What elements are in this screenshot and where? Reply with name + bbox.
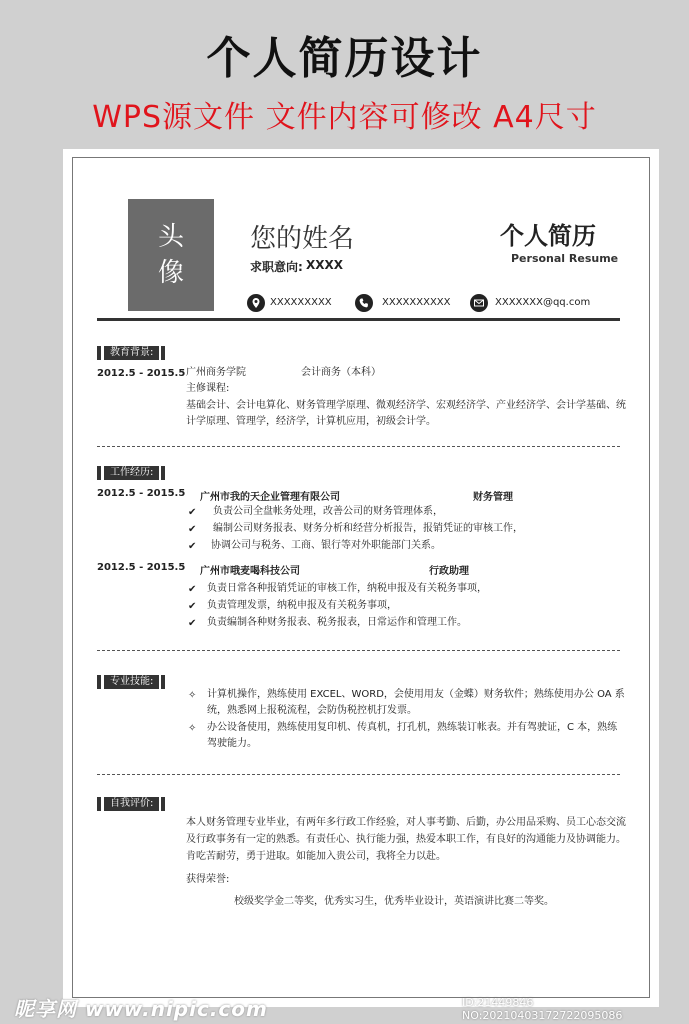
watermark-logo: 昵享网 www.nipic.com (14, 997, 268, 1021)
candidate-name: 您的姓名 (250, 224, 355, 254)
email-icon (470, 294, 488, 312)
section-marker (97, 797, 101, 811)
section-marker (97, 675, 101, 689)
section-marker (97, 346, 101, 360)
email-text: XXXXXXX@qq.com (495, 297, 591, 308)
diamond-bullet-icon: ✧ (188, 690, 197, 701)
courses-line-1: 基础会计、会计电算化、财务管理学原理、微观经济学、宏观经济学、产业经济学、会计学基础、统 (186, 400, 626, 411)
divider-dashed (97, 650, 620, 651)
section-education-header (97, 346, 165, 360)
skill-1-line-2: 统，熟悉网上报税流程，会防伪税控机打发票。 (207, 705, 417, 716)
education-school: 广州商务学院 (186, 367, 246, 378)
section-work-label: 工作经历: (104, 466, 159, 480)
job-1-company: 广州市我的天企业管理有限公司 (200, 492, 340, 503)
section-edge (161, 466, 163, 480)
job-2-duty-1: 负责日常各种报销凭证的审核工作，纳税申报及有关税务事项， (207, 583, 487, 594)
section-work-header (97, 466, 165, 480)
check-icon: ✔ (188, 618, 197, 629)
self-eval-line-2: 及行政事务有一定的熟悉。有责任心、执行能力强，热爱本职工作，有良好的沟通能力及协调能力。 (186, 834, 626, 845)
section-self-header (97, 797, 165, 811)
job-intent-label: 求职意向: (250, 260, 303, 274)
divider-dashed (97, 774, 620, 775)
job-2-date: 2012.5 - 2015.5 (97, 562, 186, 573)
section-marker (97, 466, 101, 480)
job-2-position: 行政助理 (429, 566, 469, 577)
resume-title-en: Personal Resume (511, 252, 619, 265)
phone-text: XXXXXXXXXX (382, 297, 451, 308)
check-icon: ✔ (188, 584, 197, 595)
job-1-position: 财务管理 (473, 492, 513, 503)
education-major: 会计商务（本科） (301, 367, 381, 378)
header-divider (97, 318, 620, 321)
divider-dashed (97, 446, 620, 447)
section-edge (161, 675, 163, 689)
honors-label: 获得荣誉: (186, 874, 230, 885)
education-date: 2012.5 - 2015.5 (97, 368, 186, 379)
skill-2-line-2: 驾驶能力。 (207, 738, 257, 749)
banner-title: 个人简历设计 (206, 33, 483, 84)
location-icon (247, 294, 265, 312)
resume-title-cn: 个人简历 (500, 222, 596, 250)
section-self-label: 自我评价: (104, 797, 159, 811)
section-education-label: 教育背景: (104, 346, 159, 360)
job-1-duty-1: 负责公司全盘帐务处理，改善公司的财务管理体系， (213, 506, 443, 517)
courses-line-2: 计学原理、管理学，经济学，计算机应用，初级会计学。 (186, 416, 436, 427)
avatar-placeholder (128, 199, 214, 311)
job-2-company: 广州市哦麦喝科技公司 (200, 566, 300, 577)
check-icon: ✔ (188, 507, 197, 518)
job-1-date: 2012.5 - 2015.5 (97, 488, 186, 499)
phone-icon (355, 294, 373, 312)
job-intent-value: XXXX (306, 258, 344, 272)
job-2-duty-2: 负责管理发票，纳税申报及有关税务事项， (207, 600, 397, 611)
avatar-text: 头像 (157, 222, 184, 288)
section-edge (161, 346, 163, 360)
courses-label: 主修课程: (186, 383, 230, 394)
watermark-id: ID:21449846 NO:20210403172722095086 (462, 996, 623, 1022)
self-eval-line-3: 肯吃苦耐劳，勇于进取。如能加入贵公司，我将全力以赴。 (186, 851, 446, 862)
diamond-bullet-icon: ✧ (188, 723, 197, 734)
job-2-duty-3: 负责编制各种财务报表、税务报表，日常运作和管理工作。 (207, 617, 467, 628)
address-text: XXXXXXXXX (270, 297, 332, 308)
check-icon: ✔ (188, 541, 197, 552)
skill-2-line-1: 办公设备使用，熟练使用复印机、传真机，打孔机，熟练装订帐表。并有驾驶证，C 本，熟练 (207, 722, 618, 733)
skill-1-line-1: 计算机操作，熟练使用 EXCEL、WORD，会使用用友（金蝶）财务软件；熟练使用办公 OA 系 (207, 689, 625, 700)
check-icon: ✔ (188, 524, 197, 535)
check-icon: ✔ (188, 601, 197, 612)
banner-subtitle: WPS源文件 文件内容可修改 A4尺寸 (92, 100, 597, 135)
section-skills-header (97, 675, 165, 689)
job-1-duty-2: 编制公司财务报表、财务分析和经营分析报告，报销凭证的审核工作， (213, 523, 523, 534)
section-edge (161, 797, 163, 811)
job-1-duty-3: 协调公司与税务、工商、银行等对外职能部门关系。 (211, 540, 441, 551)
self-eval-line-1: 本人财务管理专业毕业，有两年多行政工作经验，对人事考勤、后勤，办公用品采购、员工心态交流 (186, 817, 626, 828)
honors-text: 校级奖学金二等奖，优秀实习生，优秀毕业设计，英语演讲比赛二等奖。 (234, 896, 554, 907)
section-skills-label: 专业技能: (104, 675, 159, 689)
